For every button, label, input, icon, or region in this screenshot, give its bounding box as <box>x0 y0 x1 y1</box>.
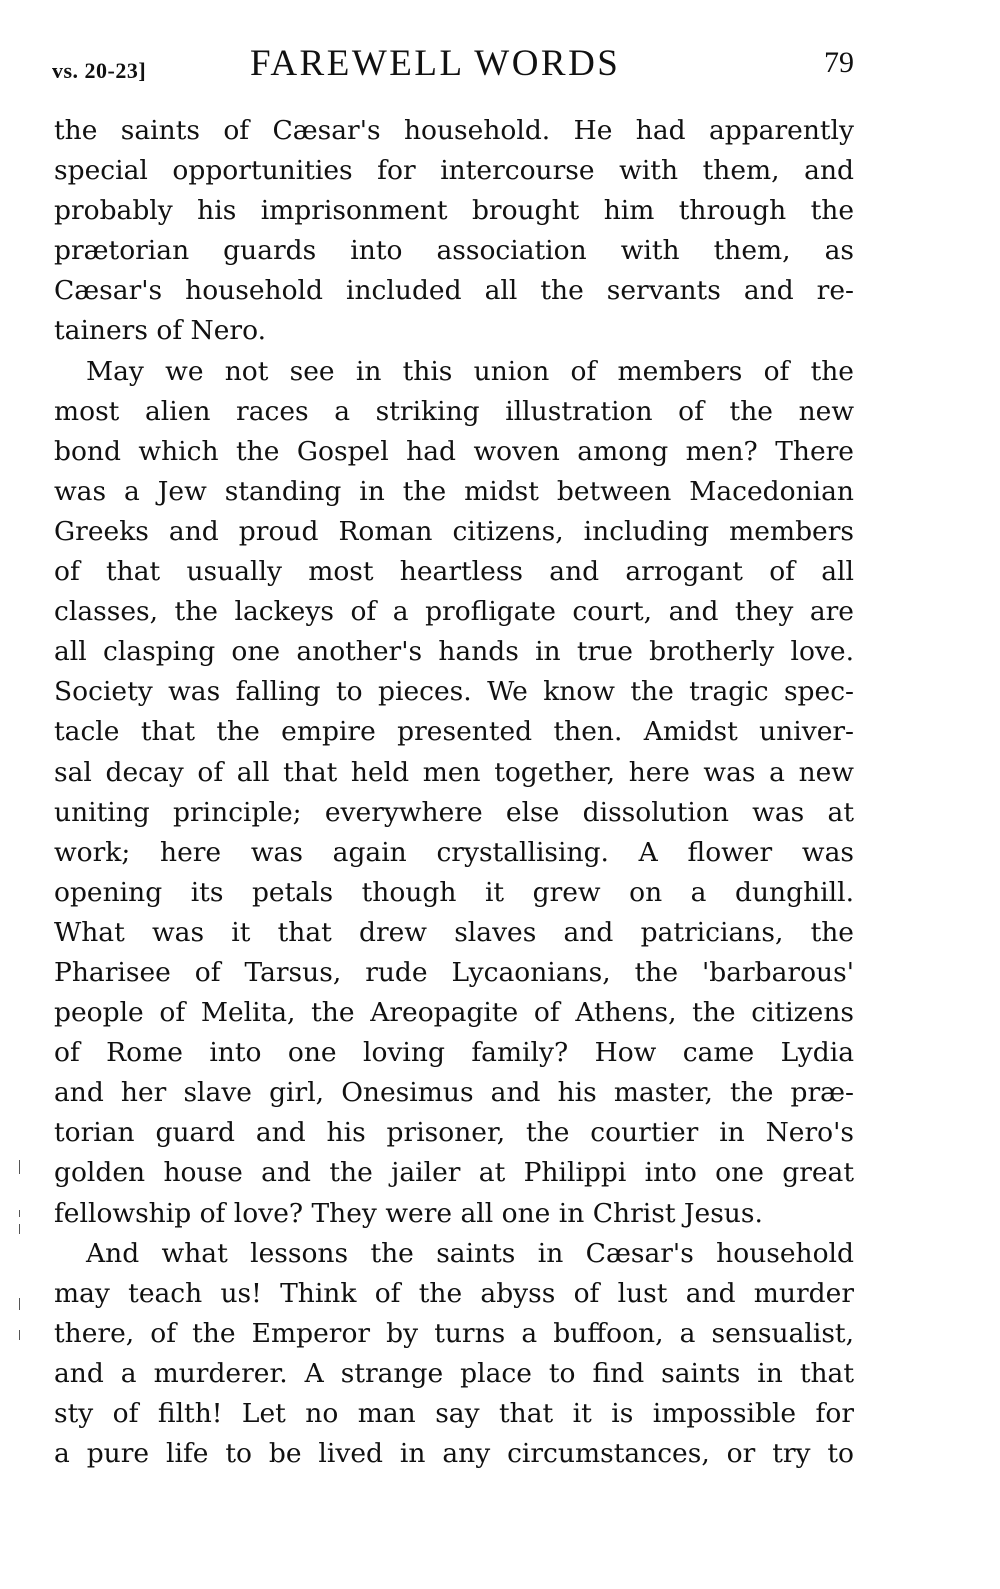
text-line: work; here was again crystallising. A flower was <box>54 836 854 868</box>
text-line: uniting principle; everywhere else dissolution was at <box>54 796 854 828</box>
text-line: Greeks and proud Roman citizens, including members <box>54 515 854 547</box>
text-line: prætorian guards into association with them, as <box>54 235 854 267</box>
margin-mark <box>19 1330 20 1340</box>
verse-reference: vs. 20-23] <box>52 58 147 83</box>
text-line: was a Jew standing in the midst between Macedonian <box>54 475 854 507</box>
margin-mark <box>19 1298 20 1310</box>
text-line: Society was falling to pieces. We know the tragic spec- <box>54 676 854 708</box>
text-line: people of Melita, the Areopagite of Athens, the citizens <box>54 997 854 1029</box>
running-title: FAREWELL WORDS <box>250 43 621 84</box>
text-line: torian guard and his prisoner, the courtier in Nero's <box>54 1117 854 1149</box>
text-line: Pharisee of Tarsus, rude Lycaonians, the 'barbarous' <box>54 956 854 988</box>
text-line: probably his imprisonment brought him through the <box>54 195 854 227</box>
text-line: sal decay of all that held men together, here was a new <box>54 756 854 788</box>
text-line: and a murderer. A strange place to find saints in that <box>54 1357 854 1389</box>
text-line: there, of the Emperor by turns a buffoon, a sensualist, <box>54 1317 854 1349</box>
running-header <box>52 42 854 92</box>
text-line: the saints of Cæsar's household. He had apparently <box>54 115 854 146</box>
text-line: special opportunities for intercourse with them, and <box>54 155 854 187</box>
margin-marks <box>14 1160 26 1380</box>
text-line: tainers of Nero. <box>54 315 266 347</box>
text-line: and her slave girl, Onesimus and his master, the præ- <box>54 1077 854 1109</box>
text-line: tacle that the empire presented then. Amidst univer- <box>54 716 854 748</box>
text-line: And what lessons the saints in Cæsar's household <box>86 1237 854 1269</box>
text-line: sty of filth! Let no man say that it is impossible for <box>54 1398 854 1429</box>
margin-mark <box>19 1224 20 1234</box>
text-line: May we not see in this union of members of the <box>86 355 854 387</box>
text-line: bond which the Gospel had woven among men? There <box>54 435 854 467</box>
text-line: of Rome into one loving family? How came Lydia <box>54 1037 854 1069</box>
text-line: all clasping one another's hands in true brotherly love. <box>54 636 854 668</box>
margin-mark <box>19 1210 20 1217</box>
margin-mark <box>19 1160 20 1174</box>
body-text <box>54 111 854 1474</box>
text-line: fellowship of love? They were all one in Christ Jesus. <box>54 1197 763 1229</box>
page-number: 79 <box>824 46 854 79</box>
text-line: opening its petals though it grew on a dunghill. <box>54 876 854 908</box>
text-line: What was it that drew slaves and patricians, the <box>54 916 854 948</box>
text-line: classes, the lackeys of a profligate court, and they are <box>54 596 854 628</box>
text-line: Cæsar's household included all the servants and re- <box>54 275 854 307</box>
text-line: golden house and the jailer at Philippi into one great <box>54 1157 854 1189</box>
text-line: a pure life to be lived in any circumstances, or try to <box>54 1438 854 1470</box>
text-line: most alien races a striking illustration of the new <box>54 395 854 427</box>
text-line: may teach us! Think of the abyss of lust and murder <box>54 1277 854 1309</box>
text-line: of that usually most heartless and arrogant of all <box>54 556 854 588</box>
